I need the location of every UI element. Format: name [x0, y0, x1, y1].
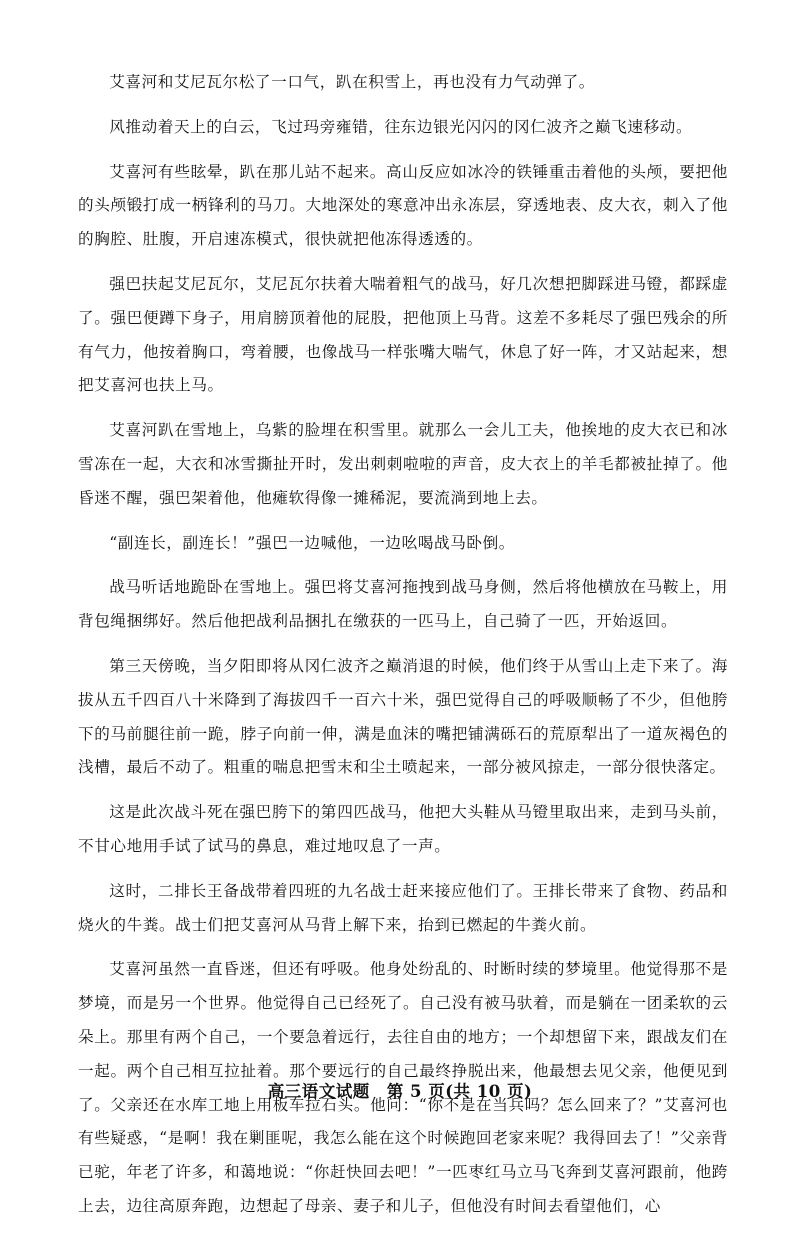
paragraph-6: “副连长，副连长！”强巴一边喊他，一边吆喝战马卧倒。: [109, 533, 515, 552]
paragraph-10: 这时，二排长王备战带着四班的九名战士赶来接应他们了。王排长带来了食物、药品和烧火的牛粪。战士们把艾喜河从马背上解下来，抬到已燃起的牛粪火前。: [78, 881, 728, 934]
paragraph-5: 艾喜河趴在雪地上，乌紫的脸埋在积雪里。就那么一会儿工夫，他挨地的皮大衣已和冰雪冻在一起，大衣和冰雪撕扯开时，发出刺刺啦啦的声音，皮大衣上的羊毛都被扯掉了。他昏迷不醒，强巴架着他，他瘫软得像一摊稀泥，要流淌到地上去。: [78, 421, 728, 507]
paragraph-1: 艾喜河和艾尼瓦尔松了一口气，趴在积雪上，再也没有力气动弹了。: [109, 73, 596, 91]
paragraph-9: 这是此次战斗死在强巴胯下的第四匹战马，他把大头鞋从马镫里取出来，走到马头前，不甘心地用手试了试马的鼻息，难过地叹息了一声。: [78, 803, 728, 855]
paragraph-2: 风推动着天上的白云，飞过玛旁雍错，往东边银光闪闪的冈仁波齐之巅飞速移动。: [109, 117, 693, 136]
paragraph-7: 战马听话地跪卧在雪地上。强巴将艾喜河拖拽到战马身侧，然后将他横放在马鞍上，用背包绳捆绑好。然后他把战利品捆扎在缴获的一匹马上，自己骑了一匹，开始返回。: [78, 578, 728, 631]
exam-page-body: [78, 66, 728, 1235]
paragraph-3: 艾喜河有些眩晕，趴在那儿站不起来。高山反应如冰冷的铁锤重击着他的头颅，要把他的头颅锻打成一柄锋利的马刀。大地深处的寒意冲出永冻层，穿透地表、皮大衣，刺入了他的胸腔、肚腹，开启速冻模式，很快就把他冻得透透的。: [78, 162, 728, 249]
paragraph-4: 强巴扶起艾尼瓦尔，艾尼瓦尔扶着大喘着粗气的战马，好几次想把脚踩进马镫，都踩虚了。强巴便蹲下身子，用肩膀顶着他的屁股，把他顶上马背。这差不多耗尽了强巴残余的所有气力，他按着胸口，弯着腰，也像战马一样张嘴大喘气，休息了好一阵，才又站起来，想把艾喜河也扶上马。: [78, 274, 728, 395]
page-footer: 高三语文试题 第 5 页(共 10 页): [267, 1082, 533, 1101]
paragraph-8: 第三天傍晚，当夕阳即将从冈仁波齐之巅消退的时候，他们终于从雪山上走下来了。海拔从五千四百八十米降到了海拔四千一百六十米，强巴觉得自己的呼吸顺畅了不少，但他胯下的马前腿往前一跪，脖子向前一伸，满是血沫的嘴把铺满砾石的荒原犁出了一道灰褐色的浅槽，最后不动了。粗重的喘息把雪末和尘土喷起来，一部分被风掠走，一部分很快落定。: [78, 656, 728, 777]
paragraph-11: 艾喜河虽然一直昏迷，但还有呼吸。他身处纷乱的、时断时续的梦境里。他觉得那不是梦境，而是另一个世界。他觉得自己已经死了。自己没有被马驮着，而是躺在一团柔软的云朵上。那里有两个自己，一个要急着远行，去往自由的地方；一个却想留下来，跟战友们在一起。两个自己相互拉扯着。那个要远行的自己最终挣脱出来，他最想去见父亲，他便见到了。父亲还在水库工地上用板车拉石头。他问：“你不是在当兵吗？怎么回来了？”艾喜河也有些疑惑，“是啊！我在剿匪呢，我怎么能在这个时候跑回老家来呢？我得回去了！”父亲背已驼，年老了许多，和蔼地说：“你赶快回去吧！”一匹枣红马立马飞奔到艾喜河跟前，他跨上去，边往高原奔跑，边想起了母亲、妻子和儿子，但他没有时间去看望他们，心: [78, 960, 728, 1215]
